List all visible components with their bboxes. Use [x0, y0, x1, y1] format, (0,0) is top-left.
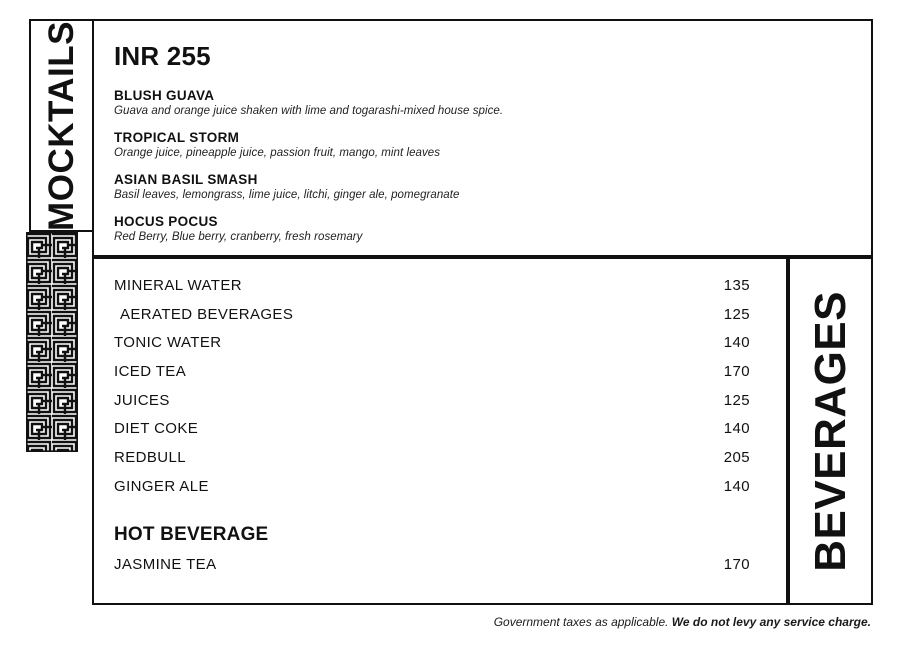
mocktail-name: HOCUS POCUS	[114, 214, 218, 229]
beverage-name: REDBULL	[114, 449, 186, 467]
beverage-price: 140	[723, 420, 750, 438]
beverage-name: JASMINE TEA	[114, 555, 217, 573]
footer-note-bold: We do not levy any service charge.	[671, 615, 871, 629]
hot-beverage-heading: HOT BEVERAGE	[114, 523, 269, 545]
greek-key-maze-icon	[26, 232, 78, 452]
beverage-row	[114, 449, 750, 478]
beverage-price: 125	[723, 305, 750, 323]
beverage-price: 125	[723, 391, 750, 409]
greek-key-maze-ornament	[26, 232, 78, 452]
beverage-name: JUICES	[114, 391, 170, 409]
mocktail-name: BLUSH GUAVA	[114, 88, 215, 103]
mocktail-description: Guava and orange juice shaken with lime and togarashi-mixed house spice.	[114, 105, 504, 117]
mocktail-item	[114, 214, 851, 243]
beverage-name: MINERAL WATER	[114, 277, 242, 294]
footer-note-regular: Government taxes as applicable.	[493, 615, 669, 629]
footer-note	[494, 615, 871, 629]
mocktails-category-label: MOCKTAILS	[42, 20, 81, 231]
beverage-price: 170	[723, 363, 750, 381]
beverage-price: 205	[723, 449, 750, 467]
beverage-name: GINGER ALE	[114, 477, 209, 495]
mocktail-item	[114, 172, 851, 201]
beverages-category-label: BEVERAGES	[805, 290, 855, 572]
mocktail-item	[114, 130, 851, 159]
beverage-row	[114, 306, 750, 335]
beverage-price: 170	[723, 555, 750, 573]
mocktails-category-column	[29, 19, 94, 232]
mocktail-item	[114, 88, 851, 117]
beverage-name: ICED TEA	[114, 363, 187, 381]
mocktails-panel	[92, 19, 873, 257]
beverage-price: 135	[723, 277, 750, 294]
beverage-row	[114, 420, 750, 449]
mocktail-name: ASIAN BASIL SMASH	[114, 172, 258, 187]
beverages-panel	[92, 257, 788, 605]
beverage-row	[114, 478, 750, 507]
beverage-name: DIET COKE	[114, 420, 199, 438]
beverage-name: TONIC WATER	[114, 334, 222, 352]
mocktail-name: TROPICAL STORM	[114, 130, 240, 145]
beverage-row	[114, 392, 750, 421]
beverages-category-column	[788, 257, 873, 605]
mocktail-description: Orange juice, pineapple juice, passion fruit, mango, mint leaves	[114, 147, 441, 159]
beverage-name: AERATED BEVERAGES	[120, 305, 294, 323]
beverage-row	[114, 556, 750, 585]
menu-frame	[29, 19, 873, 605]
beverage-row	[114, 334, 750, 363]
mocktail-description: Basil leaves, lemongrass, lime juice, litchi, ginger ale, pomegranate	[114, 189, 460, 201]
mocktails-price-heading: INR 255	[114, 41, 211, 71]
beverage-row	[114, 363, 750, 392]
beverage-price: 140	[723, 334, 750, 352]
mocktail-description: Red Berry, Blue berry, cranberry, fresh rosemary	[114, 231, 363, 243]
beverage-price: 140	[723, 477, 750, 495]
beverage-row	[114, 277, 750, 306]
